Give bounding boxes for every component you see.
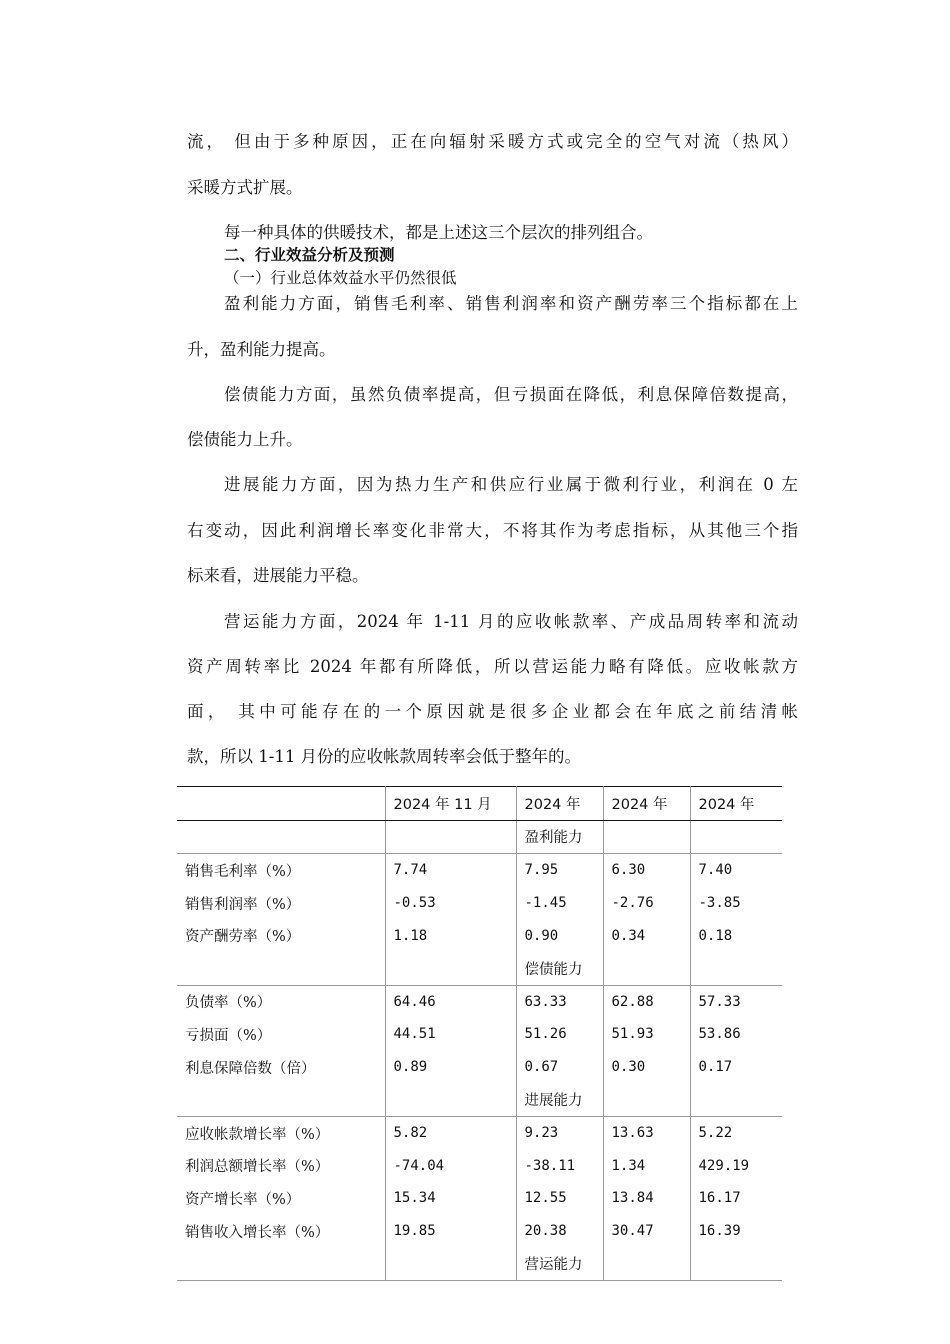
table-section-row [177,1247,782,1280]
row-label-cell: 负债率（%） [177,985,385,1018]
paragraph-line: 营运能力方面，2024 年 1-11 月的应收帐款率、产成品周转率和流动 [224,612,798,631]
paragraph-line: 标来看，进展能力平稳。 [187,566,369,585]
value-cell: 5.22 [690,1116,782,1149]
value-cell: -1.45 [516,887,603,920]
value-cell [385,952,516,985]
value-cell: 1.34 [603,1150,690,1183]
section-label-cell: 盈利能力 [516,820,603,854]
value-cell: 6.30 [603,854,690,887]
value-cell [690,952,782,985]
paragraph-line: 资产周转率比 2024 年都有所降低，所以营运能力略有降低。应收帐款方 [187,657,798,676]
value-cell [385,820,516,854]
table-row [177,919,782,952]
value-cell [690,1083,782,1116]
value-cell [690,1247,782,1280]
value-cell: 0.67 [516,1051,603,1084]
value-cell [385,1083,516,1116]
row-label-cell: 销售毛利率（%） [177,854,385,887]
value-cell: -74.04 [385,1150,516,1183]
table-row [177,1182,782,1215]
row-label-cell: 销售收入增长率（%） [177,1215,385,1248]
row-label-cell: 利息保障倍数（倍） [177,1051,385,1084]
row-label-cell: 利润总额增长率（%） [177,1150,385,1183]
value-cell: 57.33 [690,985,782,1018]
value-cell: 19.85 [385,1215,516,1248]
efficiency-table [177,786,782,1281]
table-row [177,1116,782,1149]
value-cell: 16.17 [690,1182,782,1215]
header-cell: 2024 年 [516,787,603,821]
value-cell: 7.74 [385,854,516,887]
paragraph-line: 升，盈利能力提高。 [187,340,336,359]
value-cell [603,820,690,854]
value-cell [385,1247,516,1280]
table-section-row [177,820,782,854]
value-cell: 429.19 [690,1150,782,1183]
value-cell: 53.86 [690,1018,782,1051]
table-row [177,985,782,1018]
value-cell: 63.33 [516,985,603,1018]
row-label-cell: 亏损面（%） [177,1018,385,1051]
value-cell: 0.90 [516,919,603,952]
paragraph-line: 右变动，因此利润增长率变化非常大，不将其作为考虑指标，从其他三个指 [187,521,798,540]
value-cell: 13.63 [603,1116,690,1149]
value-cell: 0.89 [385,1051,516,1084]
row-label-cell: 销售利润率（%） [177,887,385,920]
row-label-cell: 资产酬劳率（%） [177,919,385,952]
table-row [177,887,782,920]
value-cell: 0.17 [690,1051,782,1084]
value-cell: -0.53 [385,887,516,920]
value-cell: -3.85 [690,887,782,920]
value-cell: 1.18 [385,919,516,952]
header-cell [177,787,385,821]
row-label-cell: 资产增长率（%） [177,1182,385,1215]
paragraph-line: 偿债能力上升。 [187,430,303,449]
value-cell: 7.40 [690,854,782,887]
paragraph-line: 面， 其中可能存在的一个原因就是很多企业都会在年底之前结清帐 [187,702,798,721]
table-header-row [177,787,782,821]
value-cell: -38.11 [516,1150,603,1183]
header-cell: 2024 年 [690,787,782,821]
row-label-cell [177,952,385,985]
table-section-row [177,1083,782,1116]
table-row [177,1018,782,1051]
value-cell: 64.46 [385,985,516,1018]
header-cell: 2024 年 [603,787,690,821]
section-label-cell: 进展能力 [516,1083,603,1116]
row-label-cell: 应收帐款增长率（%） [177,1116,385,1149]
value-cell: 7.95 [516,854,603,887]
value-cell [603,1083,690,1116]
section-label-cell: 营运能力 [516,1247,603,1280]
paragraph-line: 偿债能力方面，虽然负债率提高，但亏损面在降低，利息保障倍数提高， [224,385,798,404]
value-cell [603,1247,690,1280]
paragraph-line: 款，所以 1-11 月份的应收帐款周转率会低于整年的。 [187,747,582,766]
row-label-cell [177,820,385,854]
value-cell: -2.76 [603,887,690,920]
value-cell: 12.55 [516,1182,603,1215]
value-cell: 30.47 [603,1215,690,1248]
row-label-cell [177,1247,385,1280]
table-row [177,1215,782,1248]
section-label-cell: 偿债能力 [516,952,603,985]
value-cell: 9.23 [516,1116,603,1149]
value-cell [690,820,782,854]
table-row [177,854,782,887]
header-cell: 2024 年 11 月 [385,787,516,821]
table-row [177,1150,782,1183]
value-cell: 44.51 [385,1018,516,1051]
value-cell [603,952,690,985]
value-cell: 16.39 [690,1215,782,1248]
table-row [177,1051,782,1084]
value-cell: 13.84 [603,1182,690,1215]
row-label-cell [177,1083,385,1116]
value-cell: 62.88 [603,985,690,1018]
paragraph-line: 流， 但由于多种原因，正在向辐射采暖方式或完全的空气对流（热风） [187,132,798,151]
value-cell: 0.18 [690,919,782,952]
value-cell: 51.93 [603,1018,690,1051]
value-cell: 20.38 [516,1215,603,1248]
value-cell: 15.34 [385,1182,516,1215]
paragraph-line: 进展能力方面，因为热力生产和供应行业属于微利行业，利润在 0 左 [224,475,798,494]
value-cell: 51.26 [516,1018,603,1051]
subsection-heading: （一）行业总体效益水平仍然很低 [224,269,457,287]
paragraph-line: 采暖方式扩展。 [187,178,303,197]
table-body [177,820,782,1280]
section-heading: 二、行业效益分析及预测 [224,246,395,264]
paragraph-line: 每一种具体的供暖技术，都是上述这三个层次的排列组合。 [224,223,653,242]
value-cell: 5.82 [385,1116,516,1149]
value-cell: 0.30 [603,1051,690,1084]
table-section-row [177,952,782,985]
paragraph-line: 盈利能力方面，销售毛利率、销售利润率和资产酬劳率三个指标都在上 [224,294,798,313]
value-cell: 0.34 [603,919,690,952]
